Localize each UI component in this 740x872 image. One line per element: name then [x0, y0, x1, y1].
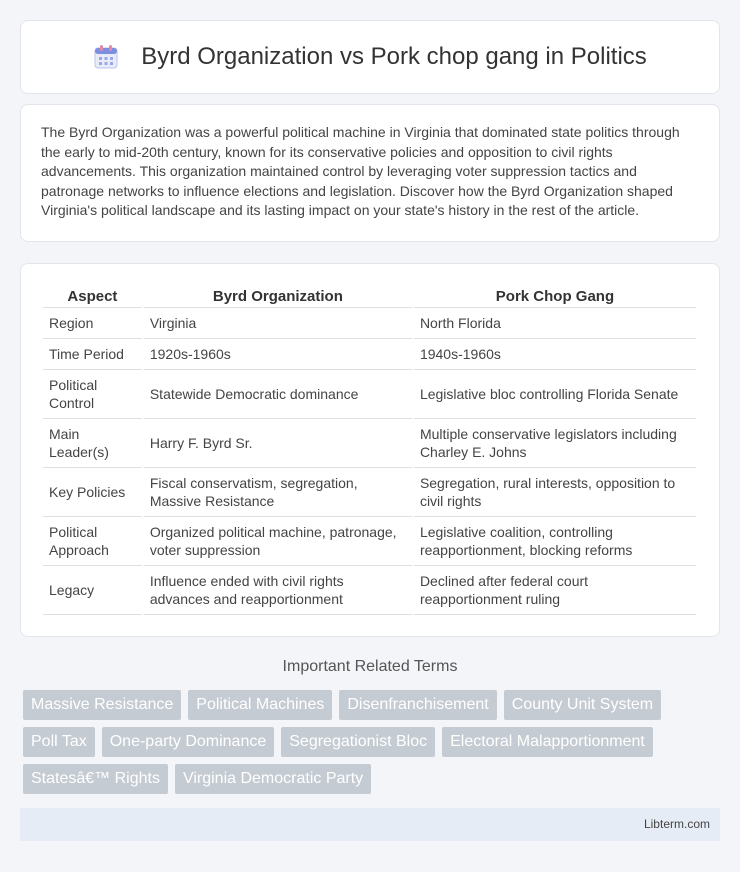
table-row — [43, 308, 696, 339]
tag-row — [23, 764, 723, 794]
table-cell-aspect: Main Leader(s) — [43, 419, 142, 468]
table-cell: Virginia — [144, 308, 412, 339]
related-terms-tags — [23, 690, 723, 801]
tag-row — [23, 690, 723, 720]
table-cell: Multiple conservative legislators including Charley E. Johns — [414, 419, 696, 468]
table-cell: Segregation, rural interests, opposition to civil rights — [414, 468, 696, 517]
table-row — [43, 566, 696, 615]
column-header: Aspect — [43, 286, 142, 308]
table-row — [43, 370, 696, 419]
table-cell-aspect: Key Policies — [43, 468, 142, 517]
table-cell-aspect: Political Control — [43, 370, 142, 419]
table-cell: Harry F. Byrd Sr. — [144, 419, 412, 468]
table-header-row — [43, 286, 696, 308]
column-header: Pork Chop Gang — [414, 286, 696, 308]
column-header: Byrd Organization — [144, 286, 412, 308]
tag-political-machines[interactable]: Political Machines — [188, 690, 332, 720]
table-cell-aspect: Political Approach — [43, 517, 142, 566]
intro-text: The Byrd Organization was a powerful political machine in Virginia that dominated state politics through the early to mid-20th century, known for its conservative policies and opposition to civil rights advancements. This organization maintained control by leveraging voter suppression tactics and patronage networks to influence elections and legislation. Discover how the Byrd Organization shaped Virginia's political landscape and its lasting impact on your state's history in the rest of the article. — [41, 124, 680, 218]
table-cell-aspect: Legacy — [43, 566, 142, 615]
table-cell: Statewide Democratic dominance — [144, 370, 412, 419]
page-title: Byrd Organization vs Pork chop gang in Politics — [141, 43, 647, 70]
intro-card — [20, 104, 720, 242]
calendar-icon — [93, 44, 119, 70]
tag-segregationist-bloc[interactable]: Segregationist Bloc — [281, 727, 435, 757]
title-card — [20, 20, 720, 94]
footer — [20, 808, 720, 841]
tag-virginia-democratic-party[interactable]: Virginia Democratic Party — [175, 764, 371, 794]
table-cell: North Florida — [414, 308, 696, 339]
table-cell-aspect: Time Period — [43, 339, 142, 370]
table-cell: Legislative bloc controlling Florida Senate — [414, 370, 696, 419]
tag-electoral-malapportionment[interactable]: Electoral Malapportionment — [442, 727, 653, 757]
table-cell: 1940s-1960s — [414, 339, 696, 370]
table-cell: Influence ended with civil rights advances and reapportionment — [144, 566, 412, 615]
table-cell: Declined after federal court reapportionment ruling — [414, 566, 696, 615]
table-cell: 1920s-1960s — [144, 339, 412, 370]
table-cell-aspect: Region — [43, 308, 142, 339]
table-cell: Organized political machine, patronage, voter suppression — [144, 517, 412, 566]
tag-county-unit-system[interactable]: County Unit System — [504, 690, 661, 720]
tag-one-party-dominance[interactable]: One-party Dominance — [102, 727, 275, 757]
tag-massive-resistance[interactable]: Massive Resistance — [23, 690, 181, 720]
comparison-table-card — [20, 263, 720, 637]
tag-disenfranchisement[interactable]: Disenfranchisement — [339, 690, 496, 720]
table-cell: Fiscal conservatism, segregation, Massive Resistance — [144, 468, 412, 517]
table-row — [43, 468, 696, 517]
table-row — [43, 419, 696, 468]
table-row — [43, 339, 696, 370]
comparison-table — [41, 286, 698, 615]
table-row — [43, 517, 696, 566]
tag-poll-tax[interactable]: Poll Tax — [23, 727, 95, 757]
related-terms-heading: Important Related Terms — [282, 658, 458, 675]
tag-row — [23, 727, 723, 757]
table-cell: Legislative coalition, controlling reapportionment, blocking reforms — [414, 517, 696, 566]
tag-states-rights[interactable]: Statesâ€™ Rights — [23, 764, 168, 794]
footer-site-link[interactable]: Libterm.com — [643, 817, 710, 831]
